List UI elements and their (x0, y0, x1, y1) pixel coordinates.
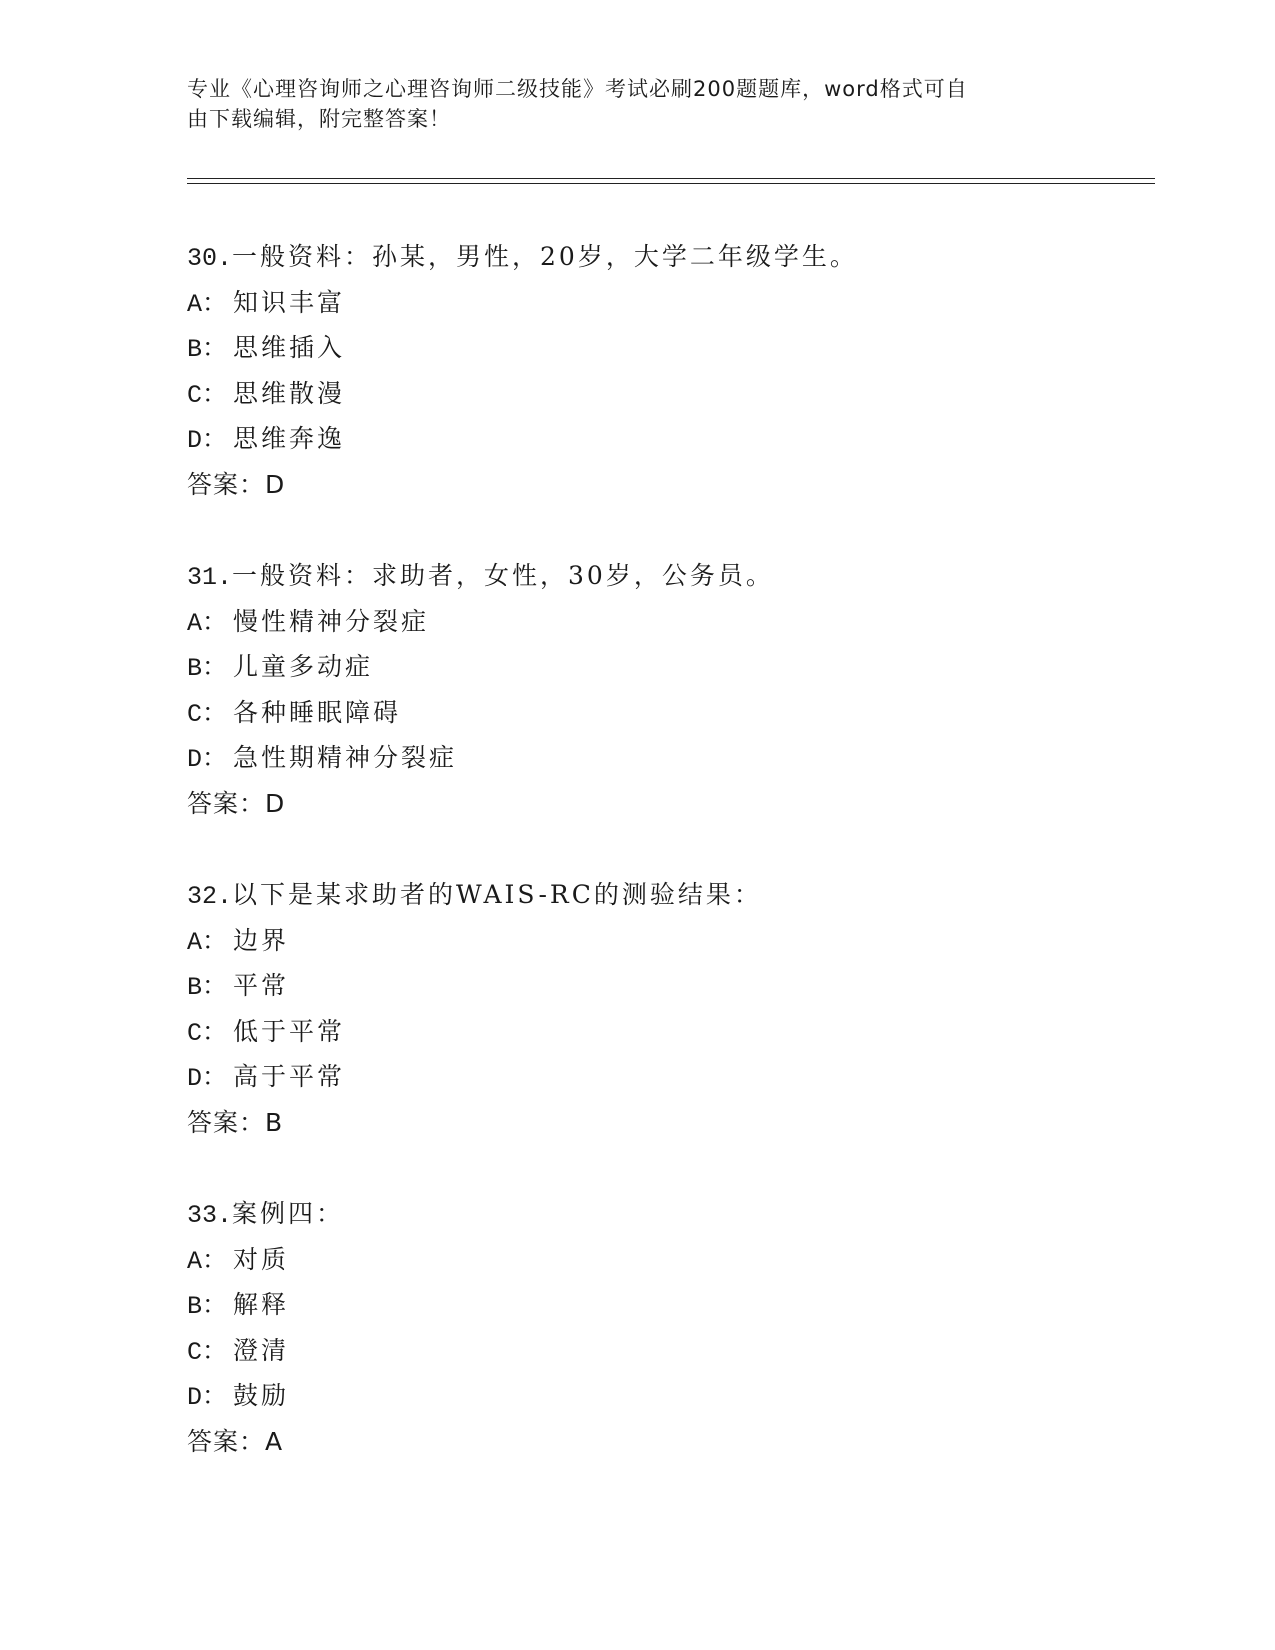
question-number: 33. (187, 1201, 233, 1230)
question-text: 案例四： (232, 1199, 345, 1228)
option-a (187, 918, 1147, 964)
option-letter: B： (187, 335, 228, 364)
option-letter: D： (187, 1383, 228, 1412)
question-32 (187, 872, 1147, 1145)
option-d (187, 735, 1147, 781)
option-text: 高于平常 (233, 1062, 346, 1091)
option-letter: C： (187, 380, 228, 410)
option-a (187, 280, 1147, 326)
option-text: 知识丰富 (233, 287, 346, 317)
option-c (187, 690, 1147, 736)
answer-line: 答案：B (187, 1107, 284, 1137)
question-number: 32. (187, 882, 233, 911)
option-text: 边界 (233, 925, 290, 955)
question-stem (187, 872, 1147, 918)
option-d (187, 1373, 1147, 1419)
option-text: 思维奔逸 (233, 424, 346, 453)
option-letter: B： (187, 654, 228, 683)
option-b (187, 1282, 1147, 1328)
option-a (187, 599, 1147, 645)
option-letter: A： (187, 608, 228, 638)
option-letter: B： (187, 1292, 228, 1321)
option-text: 各种睡眠障碍 (233, 697, 402, 727)
option-letter: A： (187, 289, 228, 319)
option-text: 儿童多动症 (233, 652, 374, 681)
option-b (187, 963, 1147, 1009)
option-text: 对质 (233, 1244, 290, 1274)
question-30 (187, 234, 1147, 507)
document-header (187, 74, 1087, 134)
option-d (187, 1054, 1147, 1100)
option-b (187, 325, 1147, 371)
option-text: 低于平常 (233, 1016, 346, 1046)
option-text: 鼓励 (233, 1381, 290, 1410)
option-letter: C： (187, 699, 228, 729)
answer-line: 答案：D (187, 469, 286, 499)
option-text: 解释 (233, 1290, 290, 1319)
option-letter: D： (187, 426, 228, 455)
option-text: 思维散漫 (233, 378, 346, 408)
option-d (187, 416, 1147, 462)
option-c (187, 1009, 1147, 1055)
option-text: 平常 (233, 971, 290, 1000)
option-b (187, 644, 1147, 690)
question-text: 一般资料：求助者，女性，30岁，公务员。 (232, 561, 774, 590)
option-c (187, 371, 1147, 417)
option-letter: D： (187, 1064, 228, 1093)
question-31 (187, 553, 1147, 826)
question-stem (187, 1191, 1147, 1237)
question-stem (187, 553, 1147, 599)
option-letter: A： (187, 927, 228, 957)
answer-line: 答案：A (187, 1426, 284, 1456)
question-text: 一般资料：孙某，男性，20岁，大学二年级学生。 (232, 242, 858, 271)
header-line-1: 专业《心理咨询师之心理咨询师二级技能》考试必刷200题题库，word格式可自 (187, 77, 968, 101)
option-text: 急性期精神分裂症 (233, 743, 458, 772)
option-letter: B： (187, 973, 228, 1002)
question-number: 31. (187, 563, 233, 592)
option-a (187, 1237, 1147, 1283)
option-text: 思维插入 (233, 333, 346, 362)
question-text: 以下是某求助者的WAIS-RC的测验结果： (232, 880, 762, 909)
option-text: 慢性精神分裂症 (233, 606, 430, 636)
option-letter: D： (187, 745, 228, 774)
option-letter: A： (187, 1246, 228, 1276)
header-divider-bottom (187, 183, 1155, 184)
question-number: 30. (187, 244, 233, 273)
header-line-2: 由下载编辑，附完整答案！ (187, 107, 451, 131)
answer-line: 答案：D (187, 788, 286, 818)
question-stem (187, 234, 1147, 280)
option-letter: C： (187, 1337, 228, 1367)
option-text: 澄清 (233, 1335, 290, 1365)
header-divider-top (187, 178, 1155, 179)
option-letter: C： (187, 1018, 228, 1048)
question-33 (187, 1191, 1147, 1464)
option-c (187, 1328, 1147, 1374)
